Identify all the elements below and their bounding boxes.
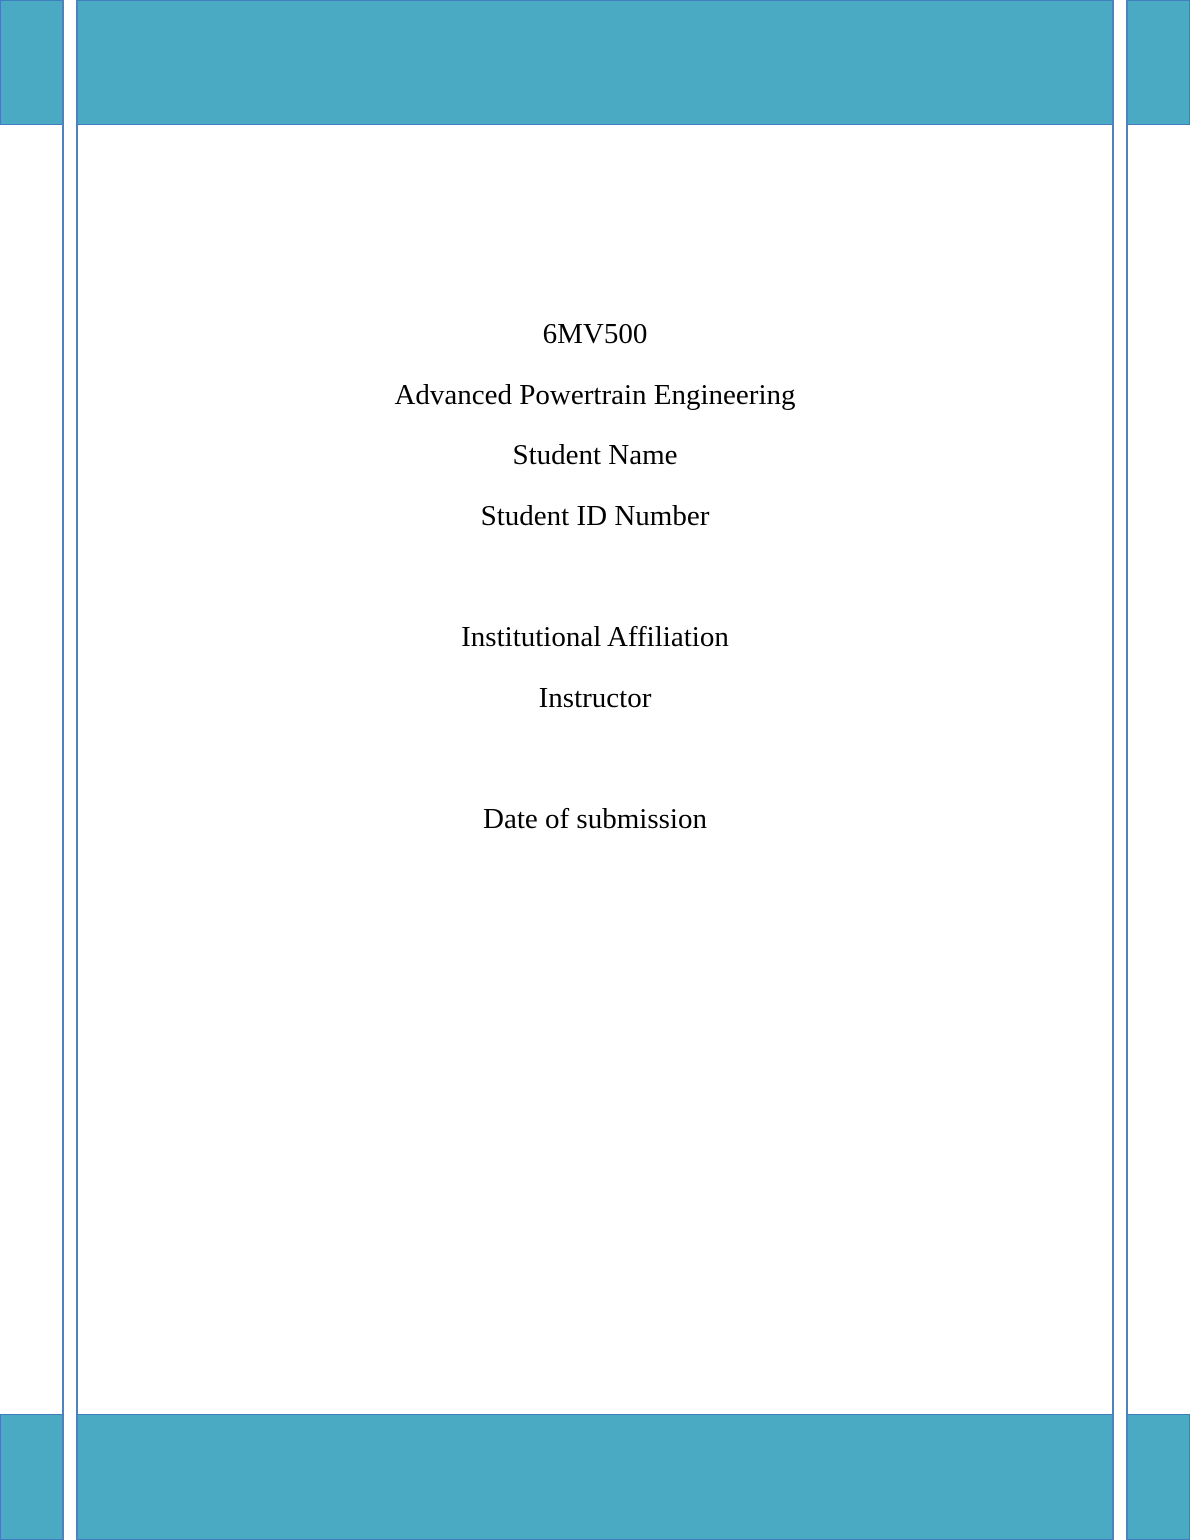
bottom-band-left <box>0 1414 63 1540</box>
course-title: Advanced Powertrain Engineering <box>394 378 796 411</box>
spacer <box>78 736 1112 797</box>
instructor: Instructor <box>538 681 652 714</box>
student-name: Student Name <box>512 439 678 472</box>
bottom-band-right <box>1127 1414 1190 1540</box>
student-id: Student ID Number <box>480 499 710 532</box>
course-code: 6MV500 <box>542 318 648 350</box>
frame-line-right-outer <box>1126 0 1128 1540</box>
bottom-band-center <box>77 1414 1113 1540</box>
top-band-center <box>77 0 1113 125</box>
submission-date: Date of submission <box>483 802 707 835</box>
spacer <box>78 554 1112 615</box>
frame-line-left-outer <box>62 0 64 1540</box>
cover-title-block <box>78 312 1112 857</box>
top-band-right <box>1127 0 1190 125</box>
institutional-affiliation: Institutional Affiliation <box>461 620 729 653</box>
frame-line-right-inner <box>1112 0 1114 1540</box>
top-band-left <box>0 0 63 125</box>
